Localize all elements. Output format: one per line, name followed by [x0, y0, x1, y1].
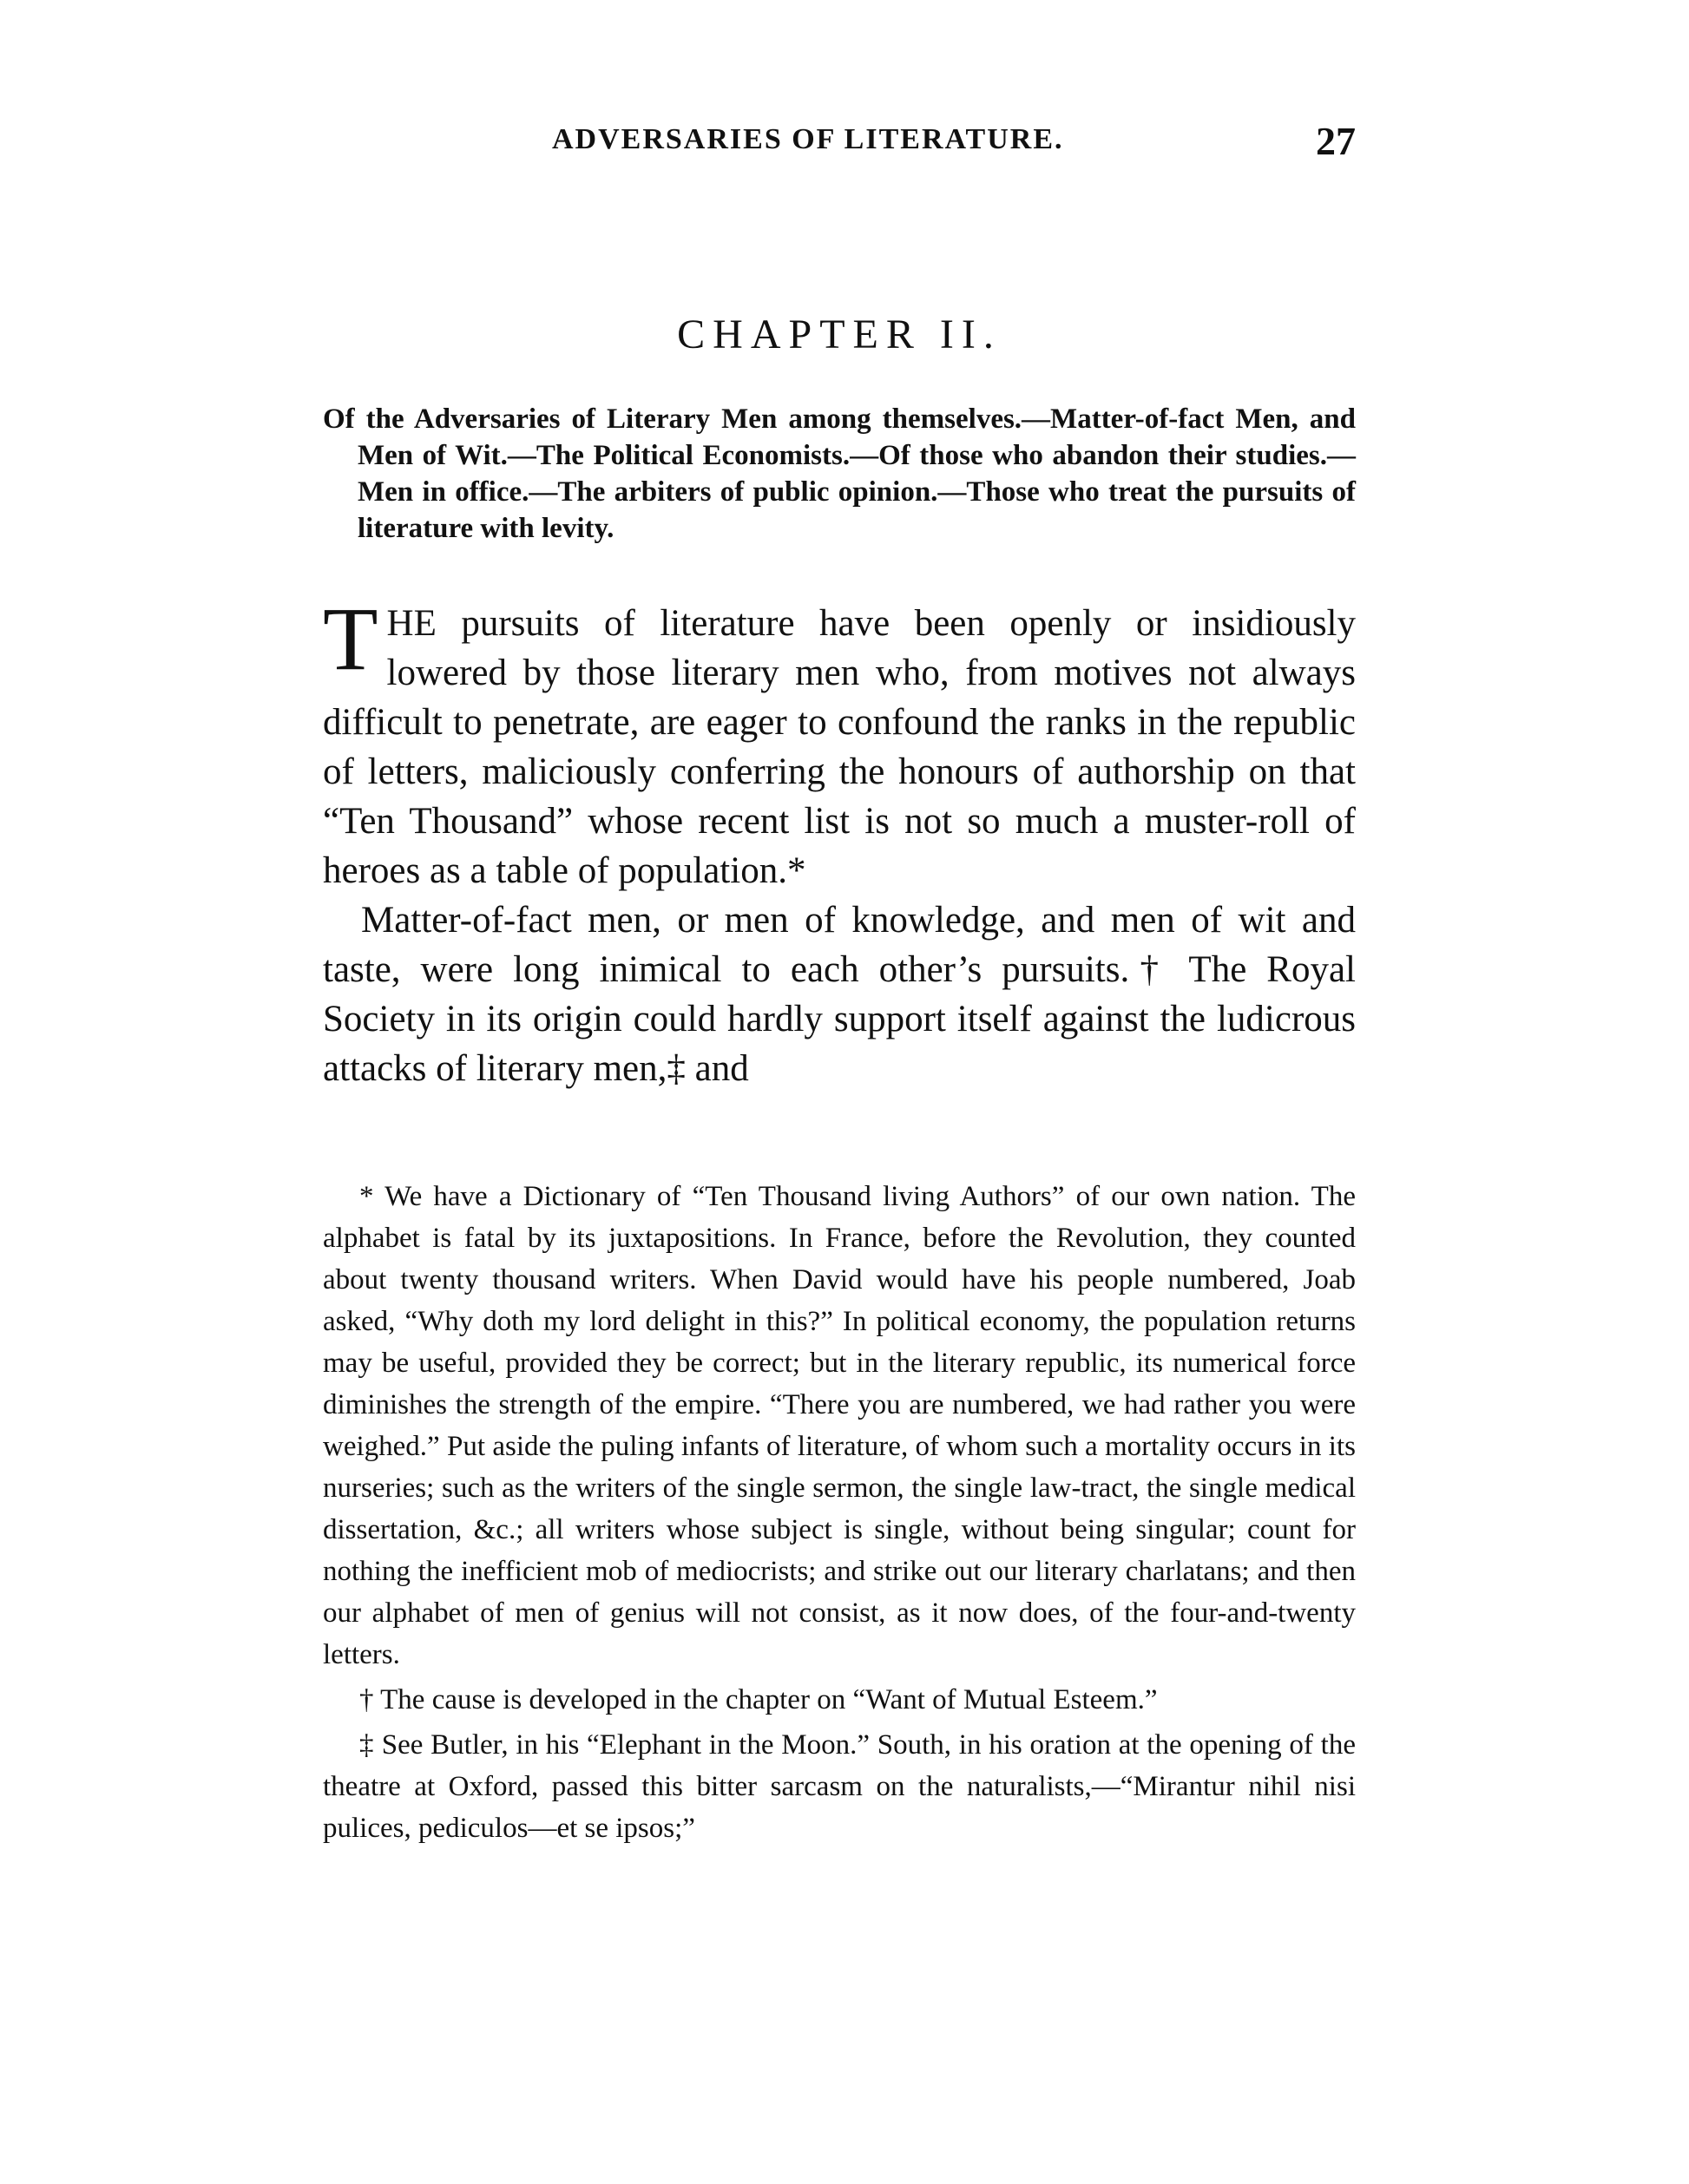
body-text	[323, 589, 1356, 1093]
footnotes	[323, 1176, 1356, 1853]
running-title: ADVERSARIES OF LITERATURE.	[552, 123, 1064, 155]
body-paragraph-1	[323, 589, 1356, 895]
body-paragraph-2: Matter-of-fact men, or men of knowledge, and men of wit and taste, were long inimical to each other’s pursuits.† The Royal Society in its origin could hardly support itself against the ludicrous attacks of literary men,‡ and	[323, 900, 1356, 1089]
chapter-argument: Of the Adversaries of Literary Men among themselves.—Matter-of-fact Men, and Men of Wit.—The Political Economists.—Of those who abandon their studies.—Men in office.—The arbiters of public opinion.—Those who treat the pursuits of literature with levity.	[323, 403, 1356, 544]
running-head	[323, 119, 1356, 175]
footnote-dagger: † The cause is developed in the chapter on “Want of Mutual Esteem.”	[359, 1684, 1158, 1715]
drop-initial: T	[323, 589, 378, 689]
chapter-title: CHAPTER II.	[677, 312, 1002, 357]
page-number: 27	[1316, 119, 1356, 163]
footnote-double-dagger: ‡ See Butler, in his “Elephant in the Moon.” South, in his oration at the opening of the theatre at Oxford, passed this bitter sarcasm on the naturalists,—“Mirantur nihil nisi pulices, pediculos—et se ipsos;”	[323, 1729, 1356, 1844]
body-paragraph-1-text: HE pursuits of literature have been openly or insidiously lowered by those literary men who, from motives not always difficult to penetrate, are eager to confound the ranks in the republic of letters, maliciously conferring the honours of authorship on that “Ten Thousand” whose recent list is not so much a muster-roll of heroes as a table of population.*	[323, 603, 1356, 891]
footnote-asterisk: * We have a Dictionary of “Ten Thousand living Authors” of our own nation. The alphabet is fatal by its juxtapositions. In France, before the Revolution, they counted about twenty thousand writers. When David would have his people numbered, Joab asked, “Why doth my lord delight in this?” In political economy, the population returns may be useful, provided they be correct; but in the literary republic, its numerical force diminishes the strength of the empire. “There you are numbered, we had rather you were weighed.” Put aside the puling infants of literature, of whom such a mortality occurs in its nurseries; such as the writers of the single sermon, the single law-tract, the single medical dissertation, &c.; all writers whose subject is single, without being singular; count for nothing the inefficient mob of mediocrists; and strike out our literary charlatans; and then our alphabet of men of genius will not consist, as it now does, of the four-and-twenty letters.	[323, 1181, 1356, 1670]
